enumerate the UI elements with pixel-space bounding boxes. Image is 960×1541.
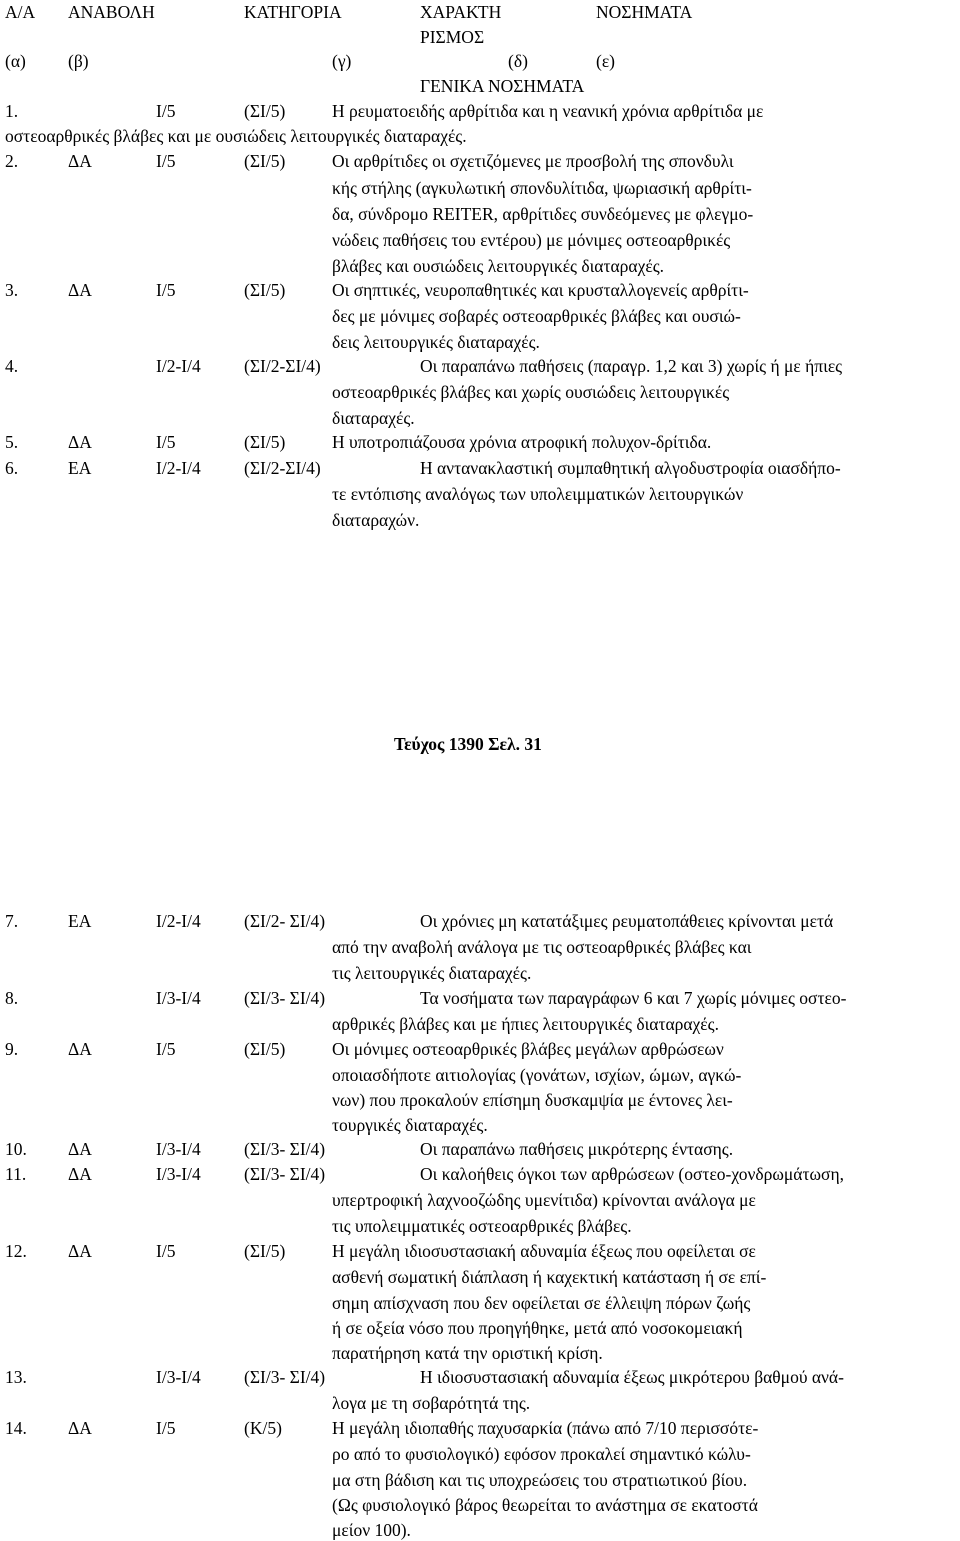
entry-text-line: Οι χρόνιες μη κατατάξιμες ρευματοπάθειες κρίνονται μετά [420,911,834,931]
entry-number: 6. [5,458,19,478]
section-title: ΓΕΝΙΚΑ ΝΟΣΗΜΑΤΑ [420,76,585,96]
entry-text-line: (Ως φυσιολογικό βάρος θεωρείται το ανάστημα σε εκατοστά [332,1495,758,1515]
entry-number: 4. [5,356,19,376]
entry-text-line: Οι μόνιμες οστεοαρθρικές βλάβες μεγάλων αρθρώσεων [332,1039,724,1059]
entry-text-line: Οι παραπάνω παθήσεις (παραγρ. 1,2 και 3) χωρίς ή με ήπιες [420,356,843,376]
entry-text-line: βλάβες και ουσιώδεις λειτουργικές διαταραχές. [332,256,664,276]
entry-charaktirismos: (ΣΙ/5) [244,151,286,171]
entry-text-line: ασθενή σωματική διάπλαση ή καχεκτική κατάσταση ή σε επί- [332,1267,767,1287]
header-nosimata: ΝΟΣΗΜΑΤΑ [596,2,693,22]
header-anavoli: ΑΝΑΒΟΛΗ [68,2,155,22]
subheader-g: (γ) [332,51,352,71]
entry-anavoli: ΔΑ [68,1241,92,1261]
entry-katigoria: Ι/2-Ι/4 [156,911,201,931]
entry-anavoli: ΔΑ [68,151,92,171]
entry-anavoli: ΕΑ [68,458,92,478]
header-charaktirismos-1: ΧΑΡΑΚΤΗ [420,2,502,22]
entry-text-line: τις υπολειμματικές οστεοαρθρικές βλάβες. [332,1216,632,1236]
entry-text-line: Η μεγάλη ιδιοσυστασιακή αδυναμία έξεως που οφείλεται σε [332,1241,756,1261]
entry-katigoria: Ι/5 [156,101,176,121]
entry-charaktirismos: (ΣΙ/3- ΣΙ/4) [244,1139,326,1159]
entry-katigoria: Ι/3-Ι/4 [156,1367,201,1387]
subheader-d: (δ) [508,51,528,71]
entry-katigoria: Ι/5 [156,280,176,300]
entry-number: 2. [5,151,19,171]
entry-text-line: δες με μόνιμες σοβαρές οστεοαρθρικές βλάβες και ουσιώ- [332,306,741,326]
entry-text-line: διαταραχών. [332,510,420,530]
entry-number: 3. [5,280,19,300]
entry-text-line: Οι παραπάνω παθήσεις μικρότερης έντασης. [420,1139,734,1159]
entry-text-line: αρθρικές βλάβες και με ήπιες λειτουργικές διαταραχές. [332,1014,719,1034]
page-reference: Τεύχος 1390 Σελ. 31 [394,734,542,754]
subheader-a: (α) [5,51,26,71]
entry-katigoria: Ι/3-Ι/4 [156,988,201,1008]
entry-katigoria: Ι/5 [156,432,176,452]
entry-charaktirismos: (ΣΙ/2- ΣΙ/4) [244,911,326,931]
entry-number: 1. [5,101,19,121]
entry-text-line: δα, σύνδρομο REITER, αρθρίτιδες συνδεόμενες με φλεγμο- [332,204,754,224]
entry-text-line: κής στήλης (αγκυλωτική σπονδυλίτιδα, ψωριασική αρθρίτι- [332,178,752,198]
entry-text-line: οστεοαρθρικές βλάβες και με ουσιώδεις λειτουργικές διαταραχές. [5,126,467,146]
entry-charaktirismos: (ΣΙ/5) [244,280,286,300]
entry-text-line: οποιασδήποτε αιτιολογίας (γονάτων, ισχίων, ώμων, αγκώ- [332,1065,742,1085]
entry-text-line: από την αναβολή ανάλογα με τις οστεοαρθρικές βλάβες και [332,937,752,957]
entry-number: 13. [5,1367,27,1387]
entry-text-line: Η υποτροπιάζουσα χρόνια ατροφική πολυχον-δρίτιδα. [332,432,712,452]
entry-text-line: Οι σηπτικές, νευροπαθητικές και κρυσταλλογενείς αρθρίτι- [332,280,749,300]
entry-katigoria: Ι/5 [156,1241,176,1261]
entry-charaktirismos: (ΣΙ/3- ΣΙ/4) [244,1367,326,1387]
entry-number: 7. [5,911,19,931]
entry-text-line: μα στη βάδιση και τις υποχρεώσεις του στρατιωτικού βίου. [332,1470,748,1490]
entry-anavoli: ΔΑ [68,432,92,452]
subheader-e: (ε) [596,51,616,71]
entry-text-line: Η ρευματοειδής αρθρίτιδα και η νεανική χρόνια αρθρίτιδα με [332,101,764,121]
entry-number: 11. [5,1164,27,1184]
entry-anavoli: ΔΑ [68,1418,92,1438]
entry-text-line: Η αντανακλαστική συμπαθητική αλγοδυστροφία οιασδήπο- [420,458,841,478]
entry-number: 10. [5,1139,27,1159]
entry-anavoli: ΔΑ [68,280,92,300]
entry-number: 14. [5,1418,27,1438]
entry-text-line: οστεοαρθρικές βλάβες και χωρίς ουσιώδεις λειτουργικές [332,382,730,402]
entry-anavoli: ΔΑ [68,1139,92,1159]
entry-katigoria: Ι/5 [156,1418,176,1438]
entry-katigoria: Ι/3-Ι/4 [156,1164,201,1184]
entry-text-line: μείον 100). [332,1520,411,1540]
entry-number: 5. [5,432,19,452]
entry-katigoria: Ι/2-Ι/4 [156,356,201,376]
entry-text-line: τε εντόπισης αναλόγως των υπολειμματικών λειτουργικών [332,484,744,504]
entry-text-line: τις λειτουργικές διαταραχές. [332,963,532,983]
entry-charaktirismos: (ΣΙ/3- ΣΙ/4) [244,988,326,1008]
entry-text-line: Οι καλοήθεις όγκοι των αρθρώσεων (οστεο-χονδρωμάτωση, [420,1164,844,1184]
entry-charaktirismos: (ΣΙ/2-ΣΙ/4) [244,458,321,478]
entry-anavoli: ΕΑ [68,911,92,931]
entry-number: 8. [5,988,19,1008]
entry-text-line: λογα με τη σοβαρότητά της. [332,1393,531,1413]
entry-katigoria: Ι/5 [156,1039,176,1059]
entry-anavoli: ΔΑ [68,1039,92,1059]
entry-text-line: παρατήρηση κατά την οριστική κρίση. [332,1343,603,1363]
header-aa: Α/Α [5,2,36,22]
entry-text-line: διαταραχές. [332,408,415,428]
entry-katigoria: Ι/2-Ι/4 [156,458,201,478]
entry-text-line: ρο από το φυσιολογικό) εφόσον προκαλεί σημαντικό κώλυ- [332,1444,751,1464]
entry-anavoli: ΔΑ [68,1164,92,1184]
entry-charaktirismos: (ΣΙ/5) [244,101,286,121]
subheader-b: (β) [68,51,89,71]
entry-katigoria: Ι/3-Ι/4 [156,1139,201,1159]
entry-text-line: Τα νοσήματα των παραγράφων 6 και 7 χωρίς μόνιμες οστεο- [420,988,847,1008]
entry-text-line: νώδεις παθήσεις του εντέρου) με μόνιμες οστεοαρθρικές [332,230,731,250]
entry-charaktirismos: (Κ/5) [244,1418,282,1438]
entry-text-line: νων) που προκαλούν επίσημη δυσκαμψία με έντονες λει- [332,1090,733,1110]
entry-text-line: ή σε οξεία νόσο που προηγήθηκε, μετά από νοσοκομειακή [332,1318,743,1338]
header-charaktirismos-2: ΡΙΣΜΟΣ [420,27,485,47]
entry-charaktirismos: (ΣΙ/5) [244,1241,286,1261]
header-katigoria: ΚΑΤΗΓΟΡΙΑ [244,2,342,22]
entry-katigoria: Ι/5 [156,151,176,171]
entry-text-line: Οι αρθρίτιδες οι σχετιζόμενες με προσβολή της σπονδυλι [332,151,734,171]
entry-text-line: δεις λειτουργικές διαταραχές. [332,332,540,352]
entry-number: 12. [5,1241,27,1261]
entry-text-line: τουργικές διαταραχές. [332,1115,488,1135]
entry-charaktirismos: (ΣΙ/2-ΣΙ/4) [244,356,321,376]
entry-text-line: υπερτροφική λαχνοοζώδης υμενίτιδα) κρίνονται ανάλογα με [332,1190,756,1210]
entry-text-line: Η ιδιοσυστασιακή αδυναμία έξεως μικρότερου βαθμού ανά- [420,1367,844,1387]
entry-charaktirismos: (ΣΙ/5) [244,432,286,452]
entry-text-line: Η μεγάλη ιδιοπαθής παχυσαρκία (πάνω από 7/10 περισσότε- [332,1418,759,1438]
entry-text-line: σημη απίσχναση που δεν οφείλεται σε έλλειψη πόρων ζωής [332,1293,751,1313]
entry-number: 9. [5,1039,19,1059]
entry-charaktirismos: (ΣΙ/5) [244,1039,286,1059]
entry-charaktirismos: (ΣΙ/3- ΣΙ/4) [244,1164,326,1184]
